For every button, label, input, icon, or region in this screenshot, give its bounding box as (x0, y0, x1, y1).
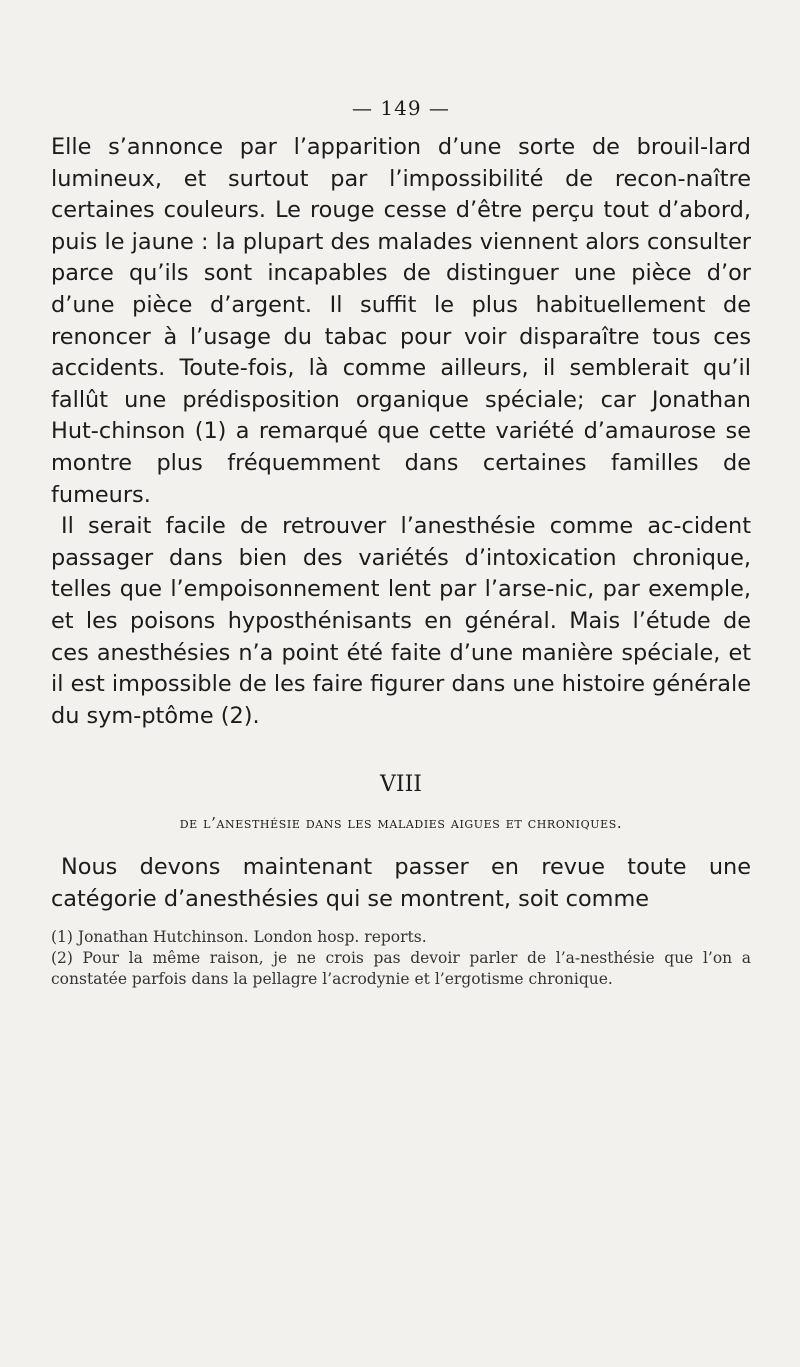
footnotes (51, 927, 751, 990)
section-title-text: de l’anesthésie dans les maladies aigues et chroniques. (179, 814, 623, 833)
document-page (51, 96, 751, 990)
footnote-2: (2) Pour la même raison, je ne crois pas devoir parler de l’a-nesthésie que l’on a constatée parfois dans la pellagre l’acrodynie et l’ergotisme chronique. (51, 949, 751, 989)
section-heading (51, 772, 751, 834)
paragraph-chronic-intoxication: Il serait facile de retrouver l’anesthésie comme ac-cident passager dans bien des variétés d’intoxication chronique, telles que l’empoisonnement lent par l’arse-nic, par exemple, et les poisons hyposthénisants en général. Mais l’étude de ces anesthésies n’a point été faite d’une manière spéciale, et il est impossible de les faire figurer dans une histoire générale du sym-ptôme (2). (51, 513, 751, 729)
paragraph-tobacco-amaurosis: Elle s’annonce par l’apparition d’une sorte de brouil-lard lumineux, et surtout par l’impossibilité de recon-naître certaines couleurs. Le rouge cesse d’être perçu tout d’abord, puis le jaune : la plupart des malades viennent alors consulter parce qu’ils sont incapables de distinguer une pièce d’or d’une pièce d’argent. Il suffit le plus habituellement de renoncer à l’usage du tabac pour voir disparaître tous ces accidents. Toute-fois, là comme ailleurs, il semblerait qu’il fallût une prédisposition organique spéciale; car Jonathan Hut-chinson (1) a remarqué que cette variété d’amaurose se montre plus fréquemment dans certaines familles de fumeurs. (51, 134, 751, 508)
section-title (51, 812, 751, 834)
footnote-1: (1) Jonathan Hutchinson. London hosp. reports. (51, 928, 427, 947)
paragraph-acute-chronic-diseases: Nous devons maintenant passer en revue toute une catégorie d’anesthésies qui se montrent, soit comme (51, 854, 751, 912)
section-number: VIII (380, 772, 422, 798)
page-number: — 149 — (352, 96, 450, 120)
